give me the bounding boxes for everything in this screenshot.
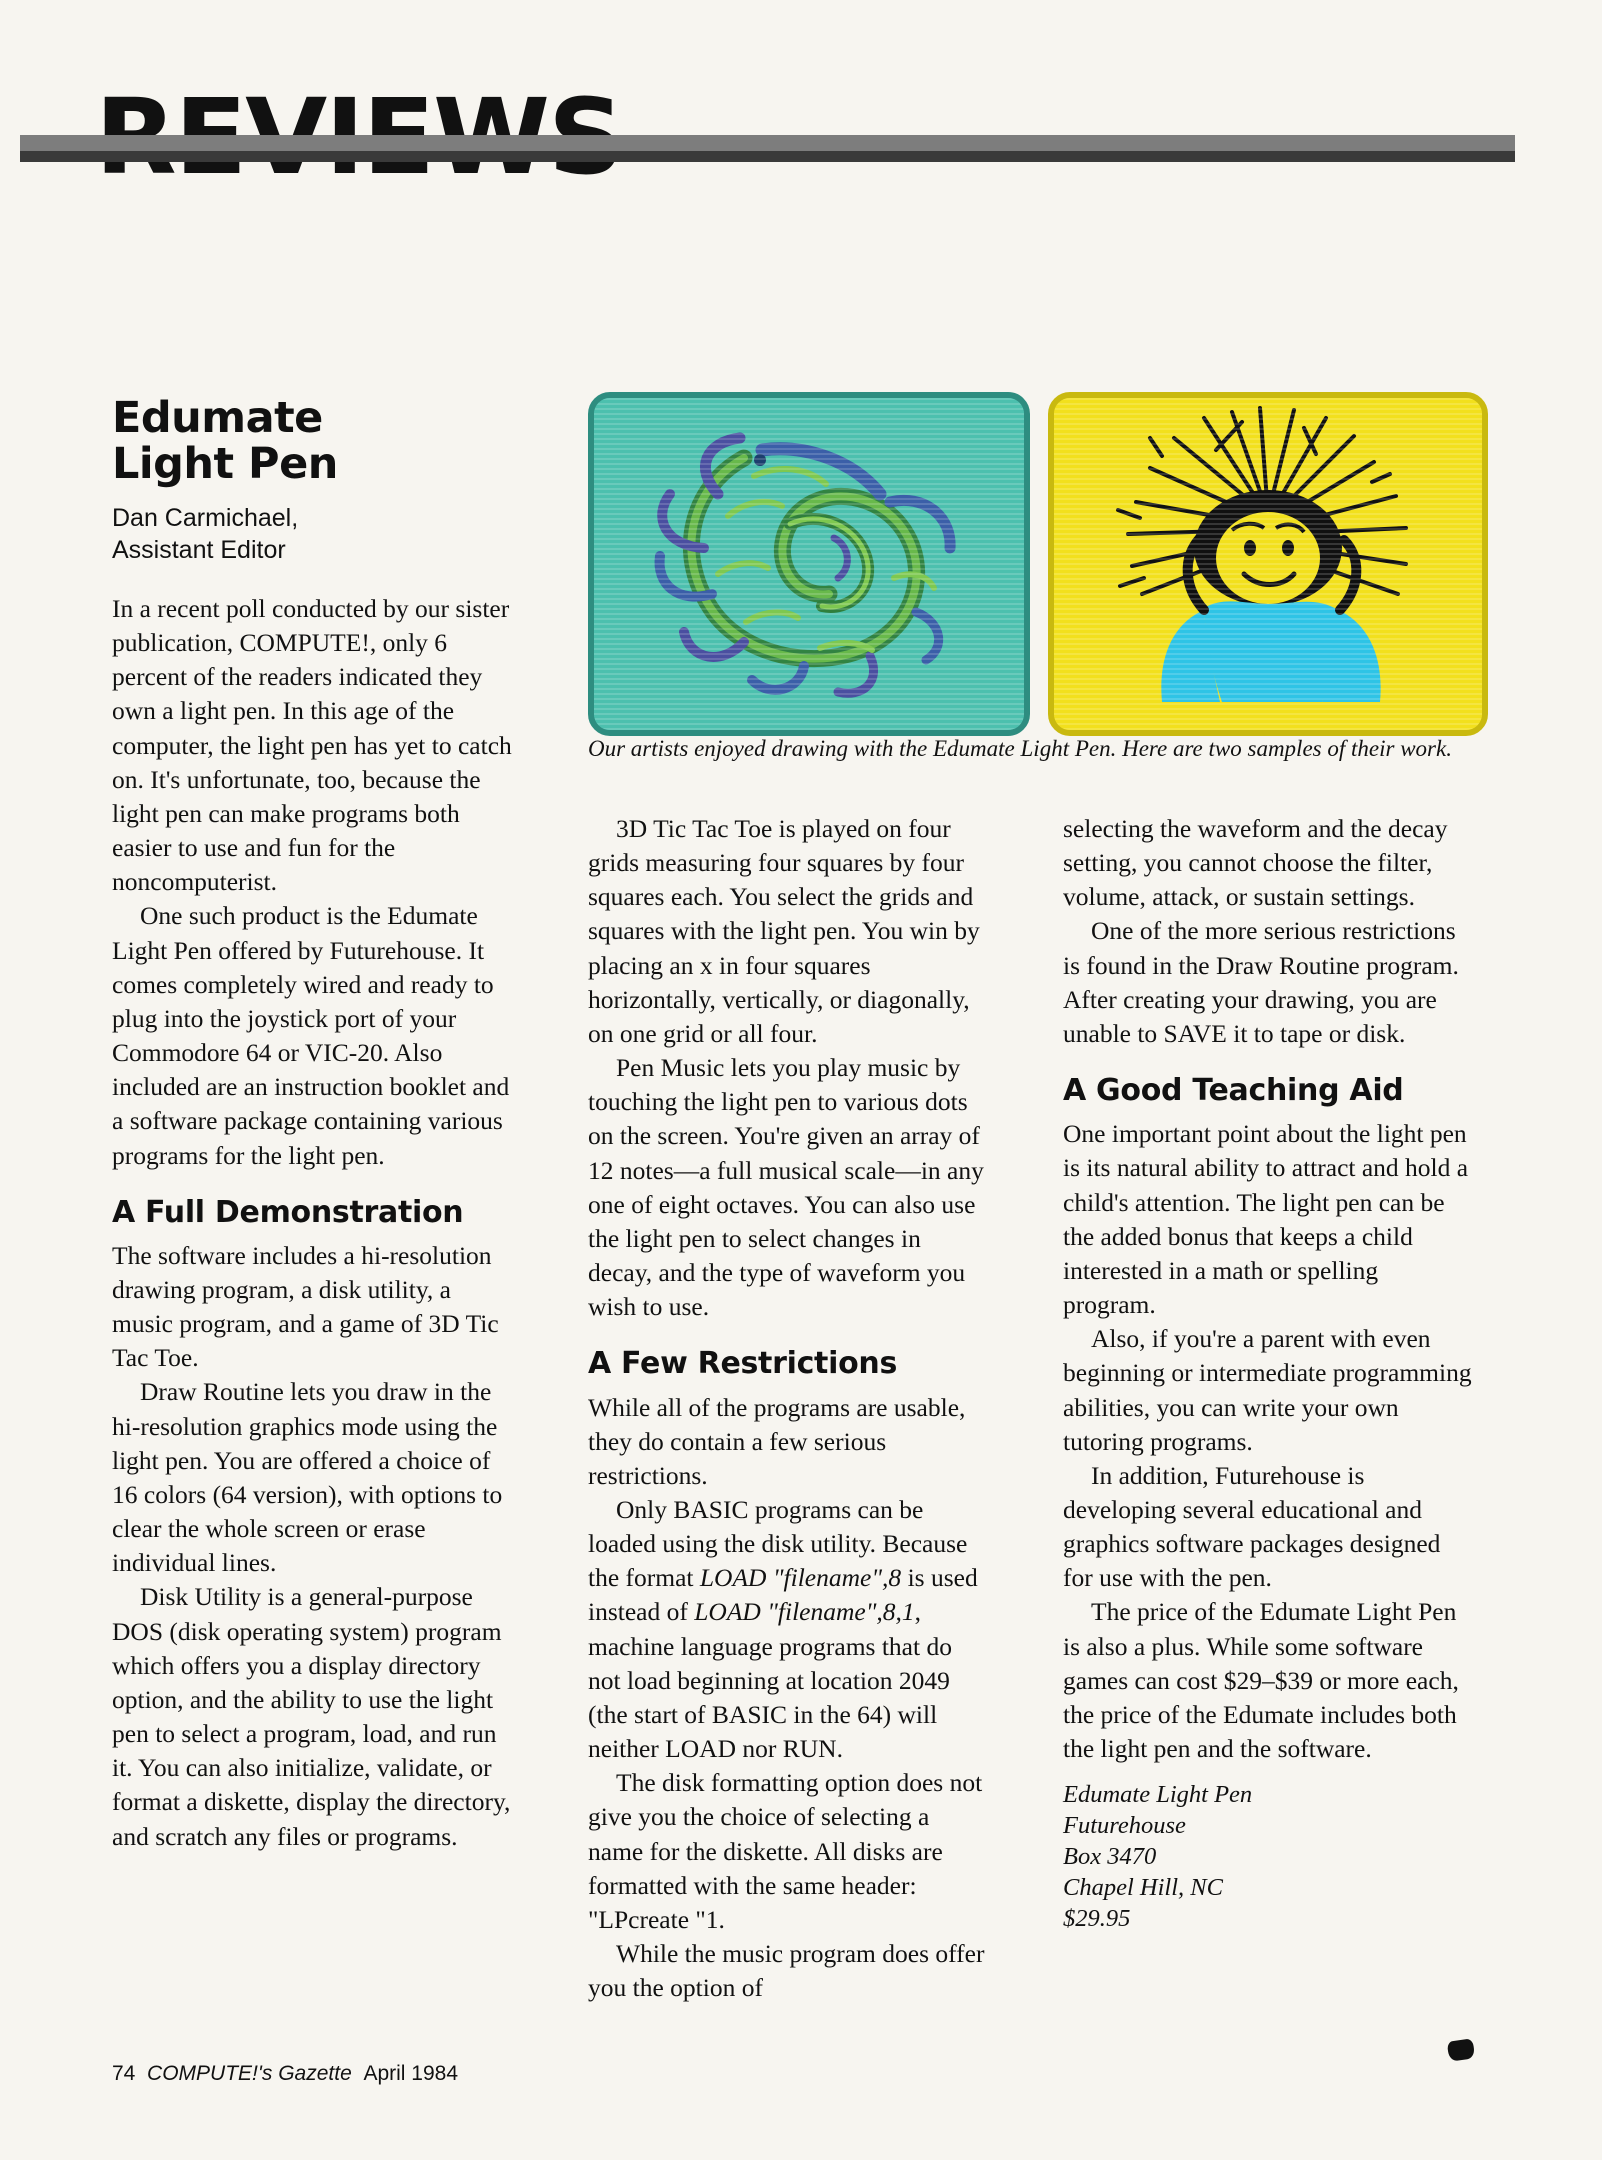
paragraph: One of the more serious restrictions is found in the Draw Routine program. After creating your drawing, you are unable to SAVE it to tape or disk. <box>1063 916 1459 1048</box>
article-byline <box>112 503 512 566</box>
address-line: Chapel Hill, NC <box>1063 1873 1223 1901</box>
footer-magazine-name: COMPUTE!'s Gazette <box>147 2062 352 2085</box>
artwork-wild-hair-girl <box>1048 392 1488 736</box>
address-line: Futurehouse <box>1063 1812 1186 1840</box>
code-load-8: LOAD "filename",8 <box>699 1563 902 1593</box>
address-line: Edumate Light Pen <box>1063 1781 1253 1809</box>
article-headline <box>112 395 512 487</box>
paragraph: selecting the waveform and the decay setting, you cannot choose the filter, volume, attack, or sustain settings. <box>1063 814 1448 912</box>
product-address-block <box>1063 1780 1475 1934</box>
code-load-8-1: LOAD "filename",8,1 <box>694 1597 915 1627</box>
paragraph-with-italics <box>588 1493 988 1766</box>
paragraph: The software includes a hi-resolution drawing program, a disk utility, a music program, and a game of 3D Tic Tac Toe. <box>112 1240 499 1373</box>
byline-title: Assistant Editor <box>112 535 286 564</box>
headline-line-2: Light Pen <box>112 439 338 489</box>
paragraph: While all of the programs are usable, they do contain a few serious restrictions. <box>588 1392 966 1490</box>
subheading-few-restrictions: A Few Restrictions <box>588 1346 897 1382</box>
paragraph: Also, if you're a parent with even beginning or intermediate programming abilities, you can write your own tutoring programs. <box>1063 1324 1472 1456</box>
paragraph: While the music program does offer you the option of <box>588 1939 985 2003</box>
byline-name: Dan Carmichael, <box>112 504 299 532</box>
paragraph: Draw Routine lets you draw in the hi-resolution graphics mode using the light pen. You are offered a choice of 16 colors (64 version), with options to clear the whole screen or erase individual lines. <box>112 1377 503 1578</box>
masthead-rule-dark <box>20 151 1515 162</box>
paragraph: Pen Music lets you play music by touching the light pen to various dots on the screen. You're given an array of 12 notes—a full musical scale—in any one of eight octaves. You can also use the light pen to select changes in decay, and the type of waveform you wish to use. <box>588 1053 984 1322</box>
paragraph: The price of the Edumate Light Pen is also a plus. While some software games can cost $29–$39 or more each, the price of the Edumate includes both the light pen and the software. <box>1063 1597 1459 1764</box>
footer-issue-date: April 1984 <box>363 2062 458 2085</box>
paragraph: In addition, Futurehouse is developing several educational and graphics software packages designed for use with the pen. <box>1063 1460 1441 1593</box>
article-column-2 <box>588 812 988 2005</box>
text-run: Only BASIC programs can be loaded using the disk utility. Because the format <box>588 1495 968 1593</box>
paragraph: In a recent poll conducted by our sister publication, COMPUTE!, only 6 percent of the readers indicated they own a light pen. In this age of the computer, the light pen has yet to catch on. It's unfortunate, too, because the light pen can make programs both easier to use and fun for the noncomputerist. <box>112 594 512 897</box>
article-column-3 <box>1063 812 1475 1935</box>
end-of-article-mark <box>1447 2038 1476 2061</box>
page-footer <box>112 2062 458 2086</box>
wild-hair-girl-illustration <box>1054 398 1482 730</box>
paragraph: One important point about the light pen is its natural ability to attract and hold a child's attention. The light pen can be the added bonus that keeps a child interested in a math or spelling program. <box>1063 1119 1469 1320</box>
subheading-good-teaching-aid: A Good Teaching Aid <box>1063 1073 1404 1109</box>
paragraph: 3D Tic Tac Toe is played on four grids measuring four squares by four squares each. You select the grids and squares with the light pen. You win by placing an x in four squares horizontally, vertically, or diagonally, on one grid or all four. <box>588 814 980 1048</box>
artwork-caption: Our artists enjoyed drawing with the Edumate Light Pen. Here are two samples of their work. <box>588 736 1452 761</box>
article-column-1 <box>112 395 512 1854</box>
artwork-dragon <box>588 392 1030 736</box>
paragraph: Disk Utility is a general-purpose DOS (disk operating system) program which offers you a display directory option, and the ability to use the light pen to select a program, load, and run it. You can also initialize, validate, or format a diskette, display the directory, and scratch any files or programs. <box>112 1582 511 1851</box>
text-run: , machine language programs that do not load beginning at location 2049 (the start of BASIC in the 64) will neither LOAD nor RUN. <box>588 1597 952 1764</box>
paragraph: One such product is the Edumate Light Pen offered by Futurehouse. It comes completely wired and ready to plug into the joystick port of your Commodore 64 or VIC-20. Also included are an instruction booklet and a software package containing various programs for the light pen. <box>112 901 510 1170</box>
masthead-rule-gray <box>20 135 1515 151</box>
text-run: is used instead of <box>588 1563 978 1627</box>
address-line: Box 3470 <box>1063 1842 1157 1870</box>
subheading-full-demonstration: A Full Demonstration <box>112 1194 464 1230</box>
headline-line-1: Edumate <box>112 393 323 443</box>
dragon-illustration <box>594 398 1024 730</box>
footer-page-number: 74 <box>112 2062 136 2085</box>
address-price: $29.95 <box>1063 1904 1131 1932</box>
paragraph: The disk formatting option does not give you the choice of selecting a name for the diskette. All disks are formatted with the same header: "LPcreate "1. <box>588 1768 983 1934</box>
